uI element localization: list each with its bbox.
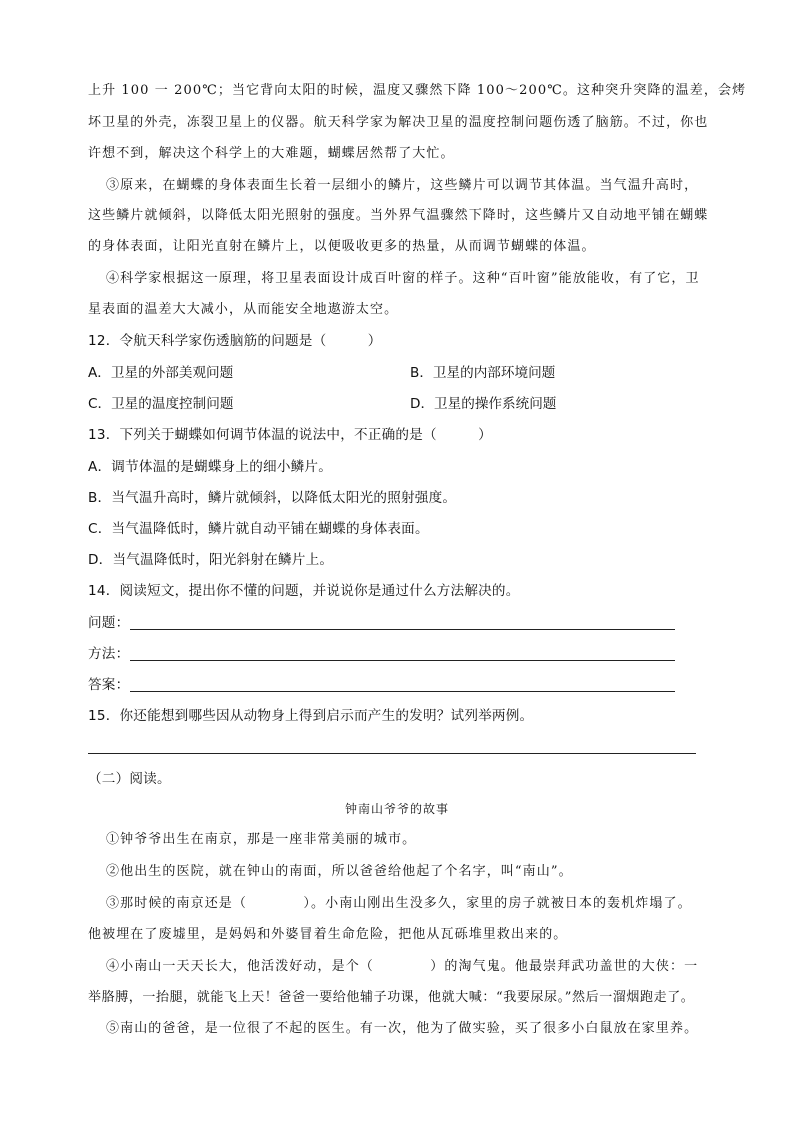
passage-paragraph-3: ③原来，在蝴蝶的身体表面生长着一层细小的鳞片，这些鳞片可以调节其体温。当气温升高时， <box>106 178 699 193</box>
passage-line: 星表面的温差大大减小，从而能安全地遨游太空。 <box>88 302 399 317</box>
story-line: 举胳膊，一抬腿，就能飞上天！爸爸一要给他辅子功课，他就大喊：“我要尿尿。”然后一溜烟跑走了。 <box>88 990 695 1005</box>
question-13-option-d[interactable]: D．当气温降低时，阳光斜射在鳞片上。 <box>88 552 334 568</box>
story-paragraph-4: ④小南山一天天长大，他活泼好动，是个（ ）的淘气鬼。他最崇拜武功盖世的大侠：一 <box>106 959 699 974</box>
story-paragraph-5: ⑤南山的爸爸，是一位很了不起的医生。有一次，他为了做实验，买了很多小白鼠放在家里养。 <box>106 1021 699 1036</box>
question-answer-line[interactable] <box>130 629 675 630</box>
question-14-field-label: 问题： <box>88 615 130 631</box>
story-paragraph-1: ①钟爷爷出生在南京，那是一座非常美丽的城市。 <box>106 832 417 847</box>
question-14-stem: 14．阅读短文，提出你不懂的问题，并说说你是通过什么方法解决的。 <box>88 583 520 599</box>
question-12-stem: 12．令航天科学家伤透脑筋的问题是（ ） <box>88 333 382 349</box>
passage-paragraph-4: ④科学家根据这一原理，将卫星表面设计成百叶窗的样子。这种“百叶窗”能放能收，有了它，卫 <box>106 271 700 286</box>
method-field-label: 方法： <box>88 646 130 662</box>
question-12-option-c[interactable]: C．卫星的温度控制问题 <box>88 396 234 412</box>
story-paragraph-2: ②他出生的医院，就在钟山的南面，所以爸爸给他起了个名字，叫“南山”。 <box>106 864 573 879</box>
answer-answer-line[interactable] <box>130 691 675 692</box>
question-13-option-c[interactable]: C．当气温降低时，鳞片就自动平铺在蝴蝶的身体表面。 <box>88 521 429 537</box>
question-12-option-b[interactable]: B．卫星的内部环境问题 <box>410 365 556 381</box>
question-15-stem: 15．你还能想到哪些因从动物身上得到启示而产生的发明？试列举两例。 <box>88 708 534 724</box>
question-13-option-a[interactable]: A．调节体温的是蝴蝶身上的细小鳞片。 <box>88 459 332 475</box>
passage-line: 的身体表面，让阳光直射在鳞片上，以便吸收更多的热量，从而调节蝴蝶的体温。 <box>88 239 596 254</box>
question-12-option-d[interactable]: D．卫星的操作系统问题 <box>410 396 557 412</box>
question-13-stem: 13．下列关于蝴蝶如何调节体温的说法中，不正确的是（ ） <box>88 427 492 443</box>
method-answer-line[interactable] <box>130 660 675 661</box>
passage-line: 上升 100 一 200℃；当它背向太阳的时候，温度又骤然下降 100～200℃。这种突升突降的温差，会烤 <box>88 83 747 98</box>
section-2-heading: （二）阅读。 <box>88 771 171 787</box>
story-paragraph-3: ③那时候的南京还是（ ）。小南山刚出生没多久，家里的房子就被日本的轰机炸塌了。 <box>106 896 692 911</box>
passage-line: 坏卫星的外壳，冻裂卫星上的仪器。航天科学家为解决卫星的温度控制问题伤透了脑筋。不过，你也 <box>88 115 709 130</box>
question-12-option-a[interactable]: A．卫星的外部美观问题 <box>88 365 234 381</box>
story-line: 他被埋在了废墟里，是妈妈和外婆冒着生命危险，把他从瓦砾堆里救出来的。 <box>88 927 568 942</box>
passage-line: 这些鳞片就倾斜，以降低太阳光照射的强度。当外界气温骤然下降时，这些鳞片又自动地平铺在蝴蝶 <box>88 208 709 223</box>
passage-line: 许想不到，解决这个科学上的大难题，蝴蝶居然帮了大忙。 <box>88 146 455 161</box>
answer-field-label: 答案： <box>88 677 130 693</box>
question-15-answer-line[interactable] <box>88 753 696 754</box>
story-title: 钟南山爷爷的故事 <box>344 802 449 816</box>
question-13-option-b[interactable]: B．当气温升高时，鳞片就倾斜，以降低太阳光的照射强度。 <box>88 490 457 506</box>
